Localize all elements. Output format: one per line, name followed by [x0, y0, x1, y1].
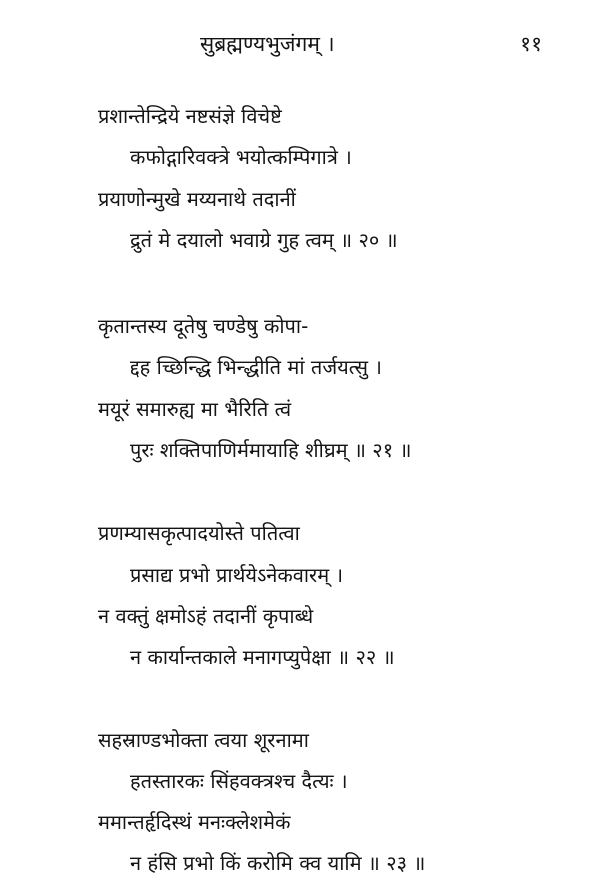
- verse-line: न कार्यान्तकाले मनागप्युपेक्षा ॥ २२ ॥: [130, 645, 395, 669]
- page-number: ११: [520, 32, 542, 56]
- page-header-title: सुब्रह्मण्यभुजंगम् ।: [200, 32, 335, 56]
- verse-line: कृतान्तस्य दूतेषु चण्डेषु कोपा-: [98, 314, 309, 338]
- verse-line: द्दह च्छिन्द्धि भिन्द्धीति मां तर्जयत्सु ।: [130, 355, 382, 379]
- verse-line: पुरः शक्तिपाणिर्ममायाहि शीघ्रम् ॥ २१ ॥: [130, 438, 412, 462]
- verse-line: प्रणम्यासकृत्पादयोस्ते पतित्वा: [98, 521, 300, 545]
- verse-line: सहस्राण्डभोक्ता त्वया शूरनामा: [98, 728, 309, 752]
- verse-line: प्रशान्तेन्द्रिये नष्टसंज्ञे विचेष्टे: [98, 104, 282, 128]
- verse-line: प्रयाणोन्मुखे मय्यनाथे तदानीं: [98, 187, 296, 211]
- verse-line: कफोद्गारिवक्त्रे भयोत्कम्पिगात्रे ।: [130, 145, 352, 169]
- verse-line: हतस्तारकः सिंहवक्त्रश्च दैत्यः ।: [130, 769, 348, 793]
- verse-line: न वक्तुं क्षमोऽहं तदानीं कृपाब्धे: [98, 604, 314, 628]
- verse-line: मयूरं समारुह्य मा भैरिति त्वं: [98, 397, 292, 421]
- verse-line: प्रसाद्य प्रभो प्रार्थयेऽनेकवारम् ।: [130, 563, 344, 587]
- verse-line: ममान्तर्हृदिस्थं मनःक्लेशमेकं: [98, 810, 291, 834]
- verse-line: द्रुतं मे दयालो भवाग्रे गुह त्वम् ॥ २० ॥: [130, 228, 398, 252]
- verse-line: न हंसि प्रभो किं करोमि क्व यामि ॥ २३ ॥: [130, 851, 426, 875]
